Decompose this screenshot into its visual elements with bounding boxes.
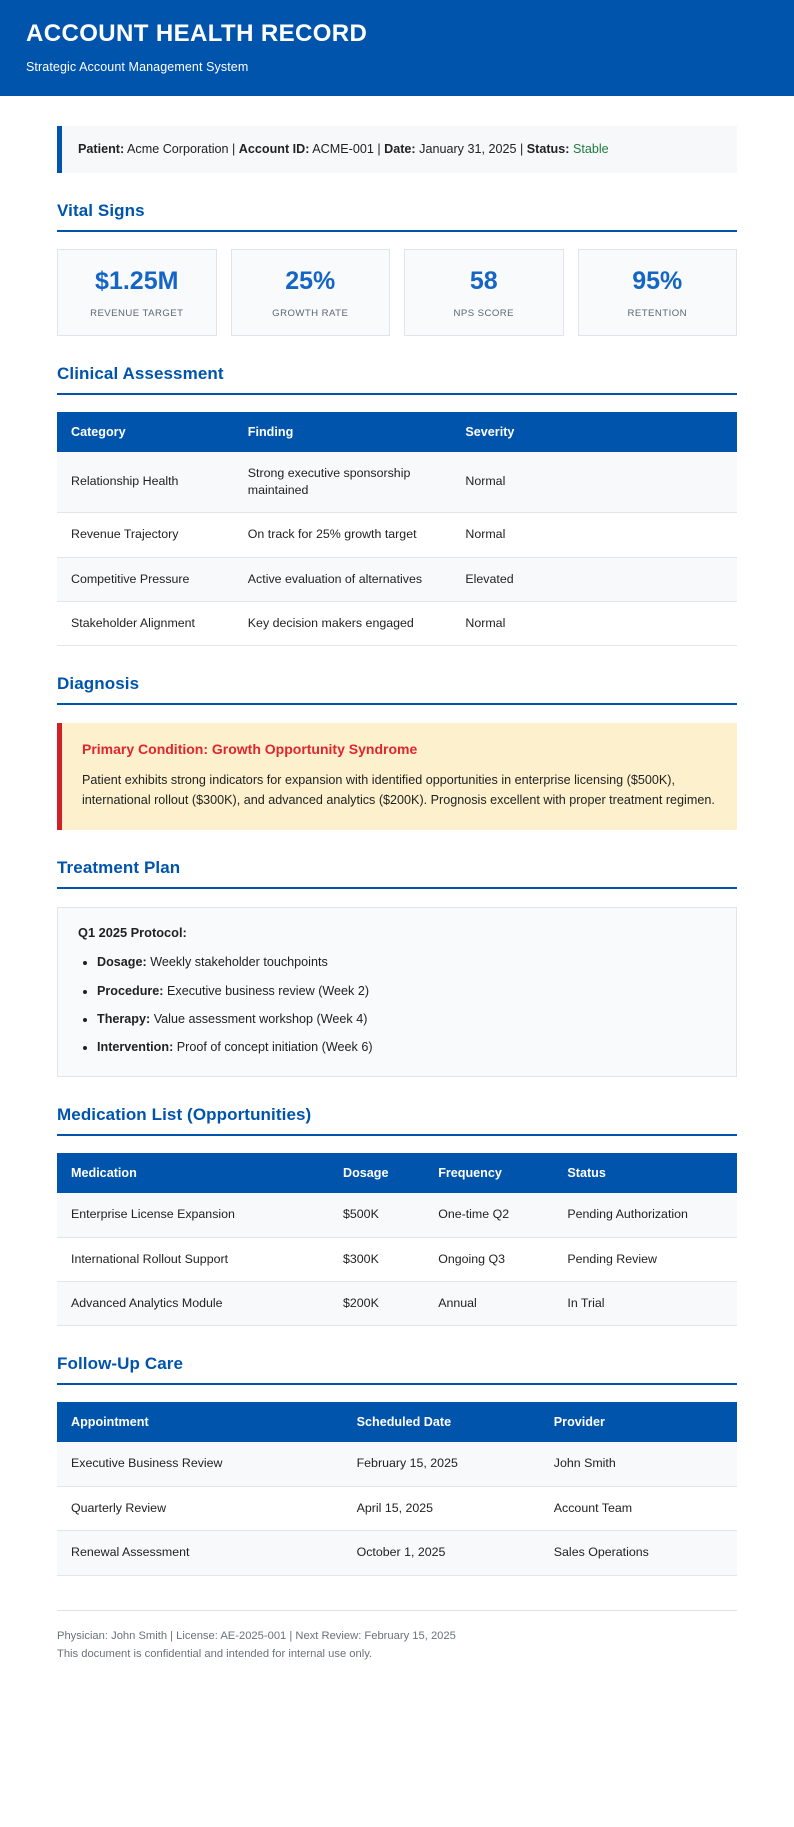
- list-item: [97, 1010, 716, 1028]
- cell-provider: Account Team: [540, 1486, 737, 1530]
- footer-physician-line: Physician: John Smith | License: AE-2025-001 | Next Review: February 15, 2025: [57, 1629, 456, 1642]
- diagnosis-body-text: Patient exhibits strong indicators for expansion with identified opportunities in enterprise licensing ($500K), international rollout ($300K), and advanced analytics ($200K). Prognosis excellent with proper treatment regimen.: [82, 772, 715, 807]
- cell-status: Pending Authorization: [553, 1193, 737, 1237]
- cell-provider: John Smith: [540, 1442, 737, 1486]
- cell-status: In Trial: [553, 1282, 737, 1326]
- cell-dosage: $500K: [329, 1193, 424, 1237]
- section-heading-treatment-plan: Treatment Plan: [57, 858, 181, 878]
- cell-appointment: Executive Business Review: [57, 1442, 343, 1486]
- separator-3: |: [519, 141, 524, 156]
- follow-up-care-table: [57, 1402, 737, 1575]
- document-header: [0, 0, 794, 96]
- cell-medication: Advanced Analytics Module: [57, 1282, 329, 1326]
- cell-category: Relationship Health: [57, 452, 234, 513]
- date-label: Date:: [384, 141, 416, 156]
- cell-finding: Active evaluation of alternatives: [234, 557, 452, 601]
- treatment-item-text: Executive business review (Week 2): [167, 983, 370, 998]
- table-header-row: [57, 412, 737, 452]
- column-header-finding: Finding: [234, 412, 452, 452]
- date-value: January 31, 2025: [419, 141, 517, 156]
- cell-severity: Normal: [451, 452, 737, 513]
- status-badge: Stable: [572, 141, 609, 156]
- page-title: ACCOUNT HEALTH RECORD: [26, 20, 368, 47]
- vital-label: RETENTION: [627, 307, 687, 319]
- treatment-item-text: Value assessment workshop (Week 4): [153, 1011, 368, 1026]
- table-header-row: [57, 1402, 737, 1442]
- cell-category: Competitive Pressure: [57, 557, 234, 601]
- list-item: [97, 953, 716, 971]
- table-row: [57, 452, 737, 513]
- treatment-item-label: Dosage:: [97, 955, 147, 970]
- document-footer: [57, 1610, 737, 1704]
- cell-appointment: Renewal Assessment: [57, 1531, 343, 1575]
- list-item: [97, 982, 716, 1000]
- cell-appointment: Quarterly Review: [57, 1486, 343, 1530]
- treatment-item-text: Proof of concept initiation (Week 6): [176, 1040, 373, 1055]
- column-header-severity: Severity: [451, 412, 737, 452]
- treatment-item-text: Weekly stakeholder touchpoints: [150, 955, 328, 970]
- vital-value: 25%: [285, 267, 336, 296]
- table-row: [57, 1531, 737, 1575]
- cell-finding: Strong executive sponsorship maintained: [234, 452, 452, 513]
- cell-frequency: One-time Q2: [424, 1193, 553, 1237]
- list-item: [97, 1038, 716, 1056]
- cell-severity: Elevated: [451, 557, 737, 601]
- vital-signs-cards: [57, 249, 737, 335]
- table-row: [57, 1486, 737, 1530]
- section-heading-clinical-assessment: Clinical Assessment: [57, 363, 224, 383]
- cell-category: Stakeholder Alignment: [57, 602, 234, 646]
- separator-2: |: [377, 141, 381, 156]
- column-header-category: Category: [57, 412, 234, 452]
- cell-scheduled-date: October 1, 2025: [343, 1531, 540, 1575]
- column-header-medication: Medication: [57, 1153, 329, 1193]
- protocol-title: Q1 2025 Protocol:: [78, 925, 187, 941]
- section-divider-follow-up-care: [57, 1383, 737, 1385]
- cell-frequency: Ongoing Q3: [424, 1237, 553, 1281]
- table-header-row: [57, 1153, 737, 1193]
- treatment-item-label: Procedure:: [97, 983, 164, 998]
- column-header-provider: Provider: [540, 1402, 737, 1442]
- column-header-frequency: Frequency: [424, 1153, 553, 1193]
- cell-scheduled-date: February 15, 2025: [343, 1442, 540, 1486]
- table-row: [57, 1442, 737, 1486]
- column-header-scheduled-date: Scheduled Date: [343, 1402, 540, 1442]
- vital-card: [231, 249, 391, 335]
- vital-label: GROWTH RATE: [272, 307, 349, 319]
- cell-medication: International Rollout Support: [57, 1237, 329, 1281]
- table-row: [57, 513, 737, 557]
- cell-status: Pending Review: [553, 1237, 737, 1281]
- vital-card: [57, 249, 217, 335]
- cell-provider: Sales Operations: [540, 1531, 737, 1575]
- clinical-assessment-table: [57, 412, 737, 647]
- document-body: [0, 126, 794, 1704]
- section-divider-clinical-assessment: [57, 393, 737, 395]
- vital-card: [404, 249, 564, 335]
- cell-scheduled-date: April 15, 2025: [343, 1486, 540, 1530]
- account-id-label: Account ID:: [238, 141, 310, 156]
- patient-summary-bar: [57, 126, 737, 174]
- table-row: [57, 1237, 737, 1281]
- table-row: [57, 1282, 737, 1326]
- account-id-value: ACME-001: [312, 141, 374, 156]
- cell-finding: On track for 25% growth target: [234, 513, 452, 557]
- treatment-plan-box: [57, 907, 737, 1077]
- section-heading-vital-signs: Vital Signs: [57, 201, 145, 221]
- column-header-dosage: Dosage: [329, 1153, 424, 1193]
- column-header-status: Status: [553, 1153, 737, 1193]
- page-subtitle: Strategic Account Management System: [26, 59, 249, 74]
- section-divider-treatment-plan: [57, 887, 737, 889]
- separator-1: |: [232, 141, 236, 156]
- patient-value: Acme Corporation: [127, 141, 229, 156]
- cell-dosage: $200K: [329, 1282, 424, 1326]
- section-divider-diagnosis: [57, 703, 737, 705]
- section-heading-follow-up-care: Follow-Up Care: [57, 1354, 184, 1374]
- table-row: [57, 557, 737, 601]
- section-divider-vital-signs: [57, 230, 737, 232]
- patient-label: Patient:: [78, 141, 125, 156]
- cell-finding: Key decision makers engaged: [234, 602, 452, 646]
- section-divider-medication-list: [57, 1134, 737, 1136]
- cell-dosage: $300K: [329, 1237, 424, 1281]
- cell-category: Revenue Trajectory: [57, 513, 234, 557]
- vital-label: REVENUE TARGET: [90, 307, 184, 319]
- footer-confidentiality-line: This document is confidential and intended for internal use only.: [57, 1648, 373, 1661]
- section-heading-medication-list: Medication List (Opportunities): [57, 1105, 312, 1125]
- treatment-item-label: Intervention:: [97, 1040, 174, 1055]
- status-label: Status:: [526, 141, 570, 156]
- vital-label: NPS SCORE: [453, 307, 515, 319]
- cell-severity: Normal: [451, 513, 737, 557]
- table-row: [57, 1193, 737, 1237]
- diagnosis-callout: [57, 723, 737, 830]
- column-header-appointment: Appointment: [57, 1402, 343, 1442]
- cell-medication: Enterprise License Expansion: [57, 1193, 329, 1237]
- vital-card: [578, 249, 738, 335]
- treatment-item-label: Therapy:: [97, 1011, 151, 1026]
- vital-value: 95%: [632, 267, 683, 296]
- section-heading-diagnosis: Diagnosis: [57, 674, 140, 694]
- diagnosis-heading: Primary Condition: Growth Opportunity Syndrome: [82, 741, 418, 758]
- vital-value: $1.25M: [95, 267, 179, 296]
- medication-list-table: [57, 1153, 737, 1326]
- table-row: [57, 602, 737, 646]
- vital-value: 58: [469, 267, 498, 296]
- cell-frequency: Annual: [424, 1282, 553, 1326]
- cell-severity: Normal: [451, 602, 737, 646]
- treatment-item-list: [97, 953, 716, 1056]
